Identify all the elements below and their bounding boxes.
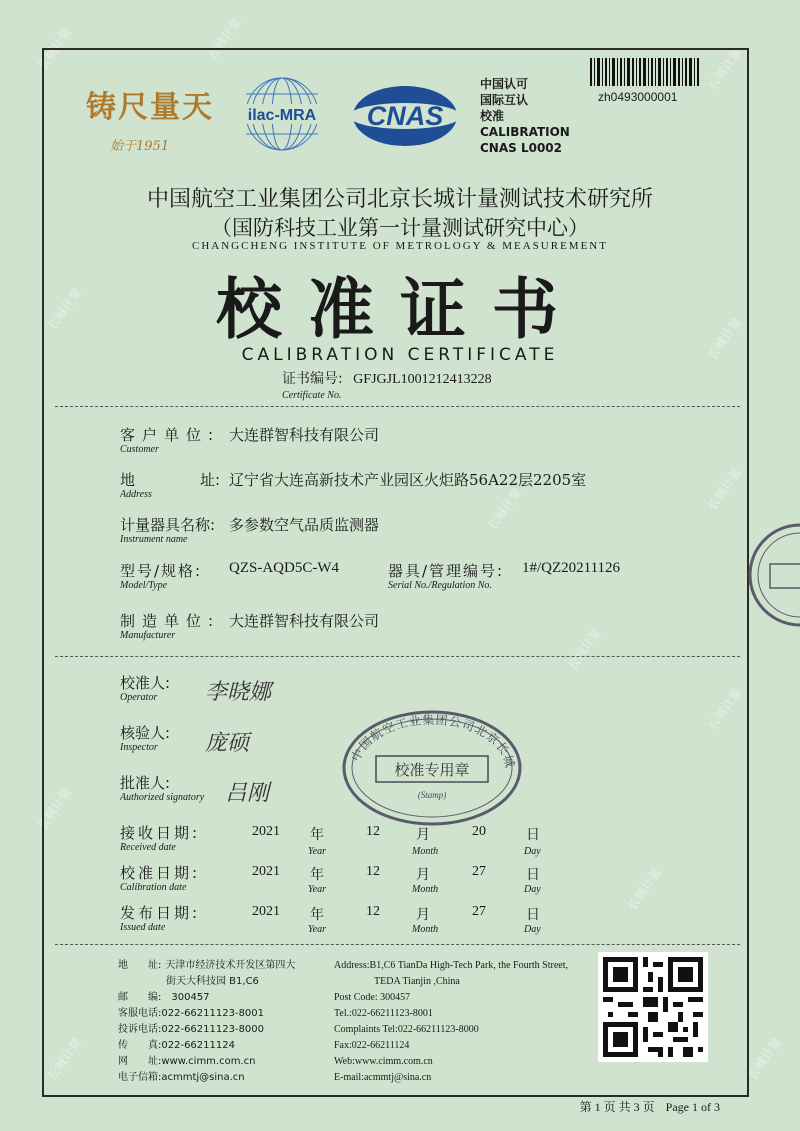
- calibration-month: 12: [366, 864, 380, 879]
- issued-day: 27: [472, 904, 486, 919]
- serial-label: 器具/管理编号:: [388, 562, 505, 580]
- page-indicator-cn: 第 1 页 共 3 页: [579, 1100, 655, 1114]
- operator-label-en: Operator: [120, 692, 158, 703]
- contact-email-en: E-mail:acmmtj@sina.cn: [334, 1072, 432, 1083]
- received-year: 2021: [252, 824, 280, 839]
- address-label-part1: 地: [120, 471, 136, 489]
- issued-date-label-en: Issued date: [120, 922, 166, 933]
- operator-signature: 李晓娜: [205, 680, 272, 705]
- year-unit: 年: [310, 867, 324, 883]
- serial-label-en: Serial No./Regulation No.: [388, 580, 492, 591]
- contact-fax-cn: 传 真:022-66211124: [118, 1040, 235, 1051]
- contact-web-cn: 网 址:www.cimm.com.cn: [118, 1056, 256, 1067]
- day-unit-en: Day: [524, 924, 541, 935]
- contact-fax-en: Fax:022-66211124: [334, 1040, 410, 1051]
- watermark-text: 长城计量: [564, 625, 604, 673]
- brand-logo-subtitle: 始于1951: [110, 139, 170, 154]
- day-unit-en: Day: [524, 884, 541, 895]
- issued-month: 12: [366, 904, 380, 919]
- contact-email-cn: 电子信箱:acmmtj@sina.cn: [118, 1072, 245, 1083]
- watermark-text: 长城计量: [624, 865, 664, 913]
- contact-address-cn-2: 街天大科技园 B1,C6: [166, 976, 259, 987]
- cnas-info-line: 中国认可: [480, 77, 529, 91]
- inspector-label: 核验人:: [120, 724, 171, 742]
- divider: [55, 406, 740, 407]
- issued-year: 2021: [252, 904, 280, 919]
- customer-label-en: Customer: [120, 444, 159, 455]
- certificate-number-label: 证书编号:: [282, 371, 343, 387]
- calibration-date-label: 校准日期:: [120, 864, 201, 882]
- contact-address-label: 地 址:: [118, 960, 162, 971]
- address-label-part2: 址:: [200, 471, 221, 489]
- address-value: 辽宁省大连高新技术产业园区火炬路56A22层2205室: [229, 471, 587, 489]
- approver-signature: 吕刚: [225, 781, 270, 806]
- watermark-text: 长城计量: [44, 285, 84, 333]
- contact-info-cn: [118, 958, 295, 1086]
- brand-logo: 铸尺量天: [86, 90, 214, 125]
- page-indicator: [580, 1098, 720, 1115]
- certificate-title: 校准证书: [216, 270, 584, 348]
- inspector-signature: 庞硕: [205, 731, 250, 756]
- operator-label: 校准人:: [120, 674, 171, 692]
- seal-inner-text: 校准专用章: [394, 761, 470, 779]
- cnas-accreditation-info: [480, 76, 570, 156]
- cnas-logo: [346, 80, 464, 152]
- day-unit: 日: [526, 867, 540, 883]
- contact-address-cn: 天津市经济技术开发区第四大: [165, 960, 296, 971]
- month-unit: 月: [416, 827, 430, 843]
- organization-name-en: CHANGCHENG INSTITUTE OF METROLOGY & MEASUREMENT: [192, 240, 608, 252]
- barcode-number: zh0493000001: [598, 90, 678, 104]
- watermark-text: 长城计量: [704, 465, 744, 513]
- manufacturer-label-en: Manufacturer: [120, 630, 176, 641]
- address-label-en: Address: [120, 489, 152, 500]
- contact-postcode-cn: 邮 编: 300457: [118, 992, 210, 1003]
- qr-code[interactable]: [598, 952, 708, 1062]
- watermark-text: 长城计量: [204, 15, 244, 63]
- watermark-text: 长城计量: [704, 315, 744, 363]
- certificate-number: [282, 368, 492, 388]
- year-unit-en: Year: [308, 846, 326, 857]
- organization-name-secondary: （国防科技工业第一计量测试研究中心）: [211, 216, 589, 240]
- watermark-text: 长城计量: [34, 25, 74, 73]
- approver-label: 批准人:: [120, 774, 171, 792]
- day-unit: 日: [526, 907, 540, 923]
- watermark-text: 长城计量: [34, 785, 74, 833]
- contact-tel-en: Tel.:022-66211123-8001: [334, 1008, 433, 1019]
- calibration-day: 27: [472, 864, 486, 879]
- organization-name: 中国航空工业集团公司北京长城计量测试技术研究所: [146, 187, 653, 212]
- day-unit-en: Day: [524, 846, 541, 857]
- received-month: 12: [366, 824, 380, 839]
- inspector-label-en: Inspector: [120, 742, 158, 753]
- cnas-info-line: 校准: [480, 109, 505, 123]
- partial-seal: [738, 520, 800, 630]
- issued-date-label: 发布日期:: [120, 904, 201, 922]
- contact-complaints-cn: 投诉电话:022-66211123-8000: [118, 1024, 265, 1035]
- barcode: [590, 58, 700, 86]
- received-date-label-en: Received date: [120, 842, 176, 853]
- month-unit: 月: [416, 907, 430, 923]
- approver-label-en: Authorized signatory: [120, 792, 205, 803]
- year-unit: 年: [310, 907, 324, 923]
- seal-outer-text: 中国航空工业集团公司北京长城: [348, 712, 518, 770]
- page-indicator-en: Page 1 of 3: [665, 1100, 720, 1114]
- day-unit: 日: [526, 827, 540, 843]
- model-label-en: Model/Type: [120, 580, 168, 591]
- watermark-text: 长城计量: [44, 1035, 84, 1083]
- cnas-info-line: 国际互认: [480, 93, 529, 107]
- month-unit-en: Month: [412, 884, 439, 895]
- contact-web-en: Web:www.cimm.com.cn: [334, 1056, 433, 1067]
- ilac-mra-logo: [232, 74, 332, 154]
- serial-value: 1#/QZ20211126: [522, 560, 621, 576]
- received-date-label: 接收日期:: [120, 824, 201, 842]
- contact-tel-cn: 客服电话:022-66211123-8001: [118, 1008, 265, 1019]
- cnas-info-line: CALIBRATION: [480, 125, 570, 139]
- watermark-text: 长城计量: [744, 1035, 784, 1083]
- customer-label: 客户单位:: [120, 426, 221, 444]
- watermark-text: 长城计量: [704, 45, 744, 93]
- divider: [55, 944, 740, 945]
- instrument-label: 计量器具名称:: [120, 516, 216, 534]
- contact-address-en: Address:B1,C6 TianDa High-Tech Park, the Fourth Street,: [334, 960, 569, 971]
- customer-value: 大连群智科技有限公司: [229, 426, 380, 444]
- cnas-logo-text: CNAS: [366, 101, 444, 131]
- month-unit: 月: [416, 867, 430, 883]
- calibration-year: 2021: [252, 864, 280, 879]
- received-day: 20: [472, 824, 486, 839]
- certificate-number-value: GFJGJL1001212413228: [353, 372, 492, 387]
- divider: [55, 656, 740, 657]
- calibration-date-label-en: Calibration date: [120, 882, 187, 893]
- instrument-value: 多参数空气品质监测器: [229, 516, 380, 534]
- month-unit-en: Month: [412, 846, 439, 857]
- ilac-logo-text: ilac-MRA: [247, 107, 317, 124]
- instrument-label-en: Instrument name: [120, 534, 188, 545]
- year-unit: 年: [310, 827, 324, 843]
- model-label: 型号/规格:: [120, 562, 203, 580]
- watermark-text: 长城计量: [704, 685, 744, 733]
- watermark-text: 长城计量: [484, 485, 524, 533]
- contact-address-en-2: TEDA Tianjin ,China: [374, 976, 460, 987]
- year-unit-en: Year: [308, 884, 326, 895]
- month-unit-en: Month: [412, 924, 439, 935]
- official-seal: [340, 708, 524, 828]
- cnas-info-line: CNAS L0002: [480, 141, 563, 155]
- contact-info-en: [334, 958, 568, 1086]
- certificate-title-en: CALIBRATION CERTIFICATE: [241, 345, 559, 365]
- contact-complaints-en: Complaints Tel:022-66211123-8000: [334, 1024, 479, 1035]
- contact-postcode-en: Post Code: 300457: [334, 992, 411, 1003]
- manufacturer-label: 制造单位:: [120, 612, 221, 630]
- model-value: QZS-AQD5C-W4: [229, 560, 339, 576]
- year-unit-en: Year: [308, 924, 326, 935]
- certificate-number-label-en: Certificate No.: [282, 390, 342, 401]
- manufacturer-value: 大连群智科技有限公司: [229, 612, 380, 630]
- seal-sub-text: (Stamp): [417, 790, 447, 800]
